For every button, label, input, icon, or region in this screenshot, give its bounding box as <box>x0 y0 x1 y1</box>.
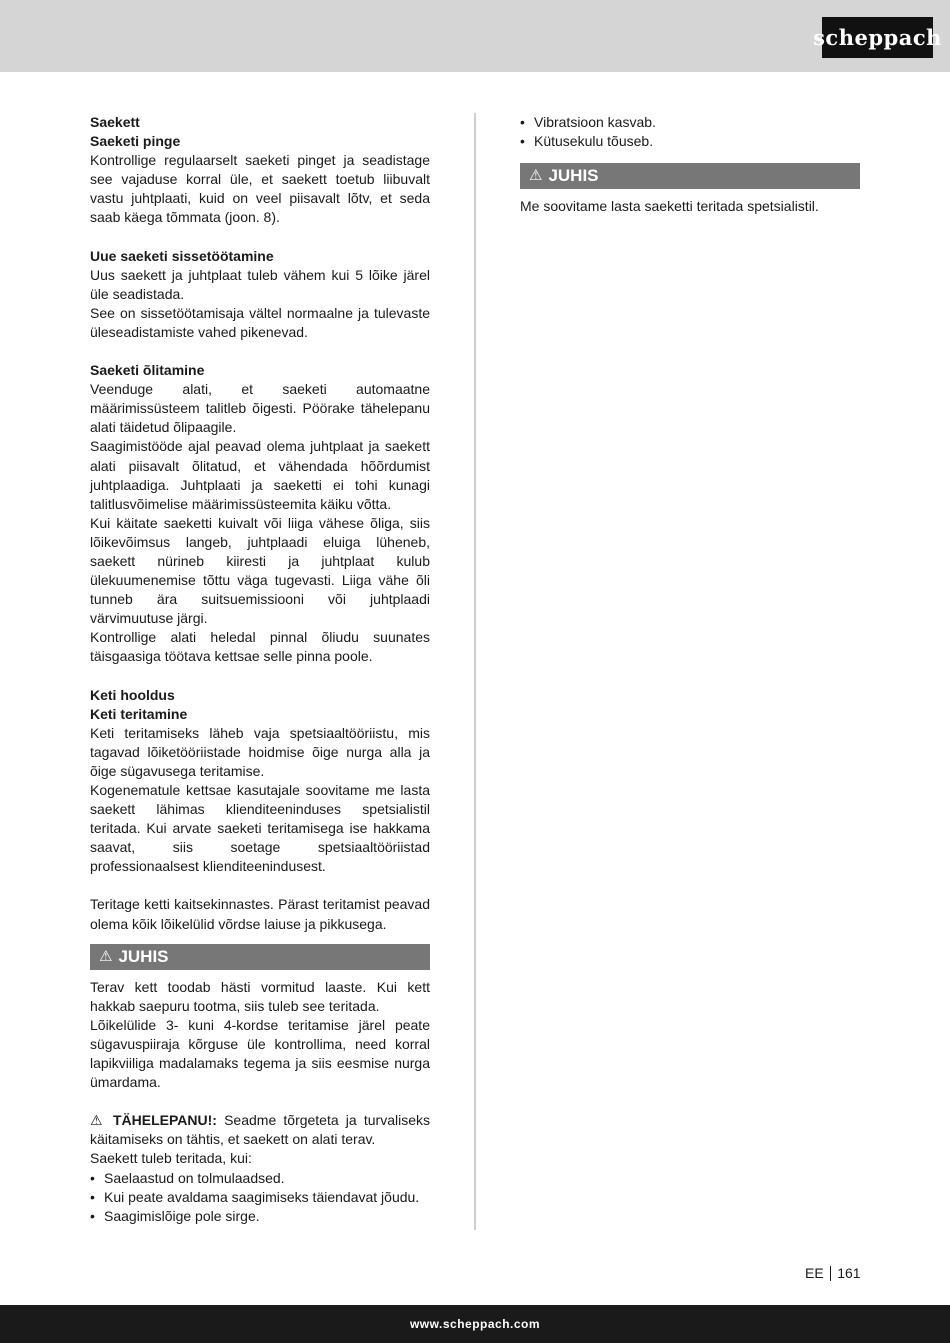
footer-url[interactable]: www.scheppach.com <box>409 1317 541 1331</box>
section-title-olitamine: Saeketi õlitamine <box>90 362 205 379</box>
warning-text: Seadme tõrgeteta ja turvaliseks käitamiseks on tähtis, et saekett on alati terav. <box>90 1112 430 1148</box>
footer-bar <box>0 1305 950 1343</box>
bullet-list <box>90 1169 430 1226</box>
note-bar-juhis <box>90 944 430 970</box>
paragraph: Terav kett toodab hästi vormitud laaste. Kui kett hakkab saepuru tootma, siis tuleb see teritada. <box>90 978 430 1014</box>
list-item: • Kütusekulu tõuseb. <box>520 132 860 151</box>
warning-label: TÄHELEPANU!: <box>112 1112 217 1129</box>
header-bar <box>0 0 950 72</box>
column-divider <box>474 113 476 1230</box>
warning-triangle-icon: ⚠ <box>99 947 113 965</box>
language-code: EE <box>805 1265 824 1281</box>
note-label: JUHIS <box>118 946 169 966</box>
list-item: • Vibratsioon kasvab. <box>520 113 860 132</box>
bullet-list <box>520 113 860 151</box>
section-subtitle-saeketi-pinge: Saeketi pinge <box>90 133 181 150</box>
warning-triangle-icon: ⚠ <box>90 1112 113 1129</box>
page-number <box>805 1265 861 1281</box>
right-column <box>520 113 860 216</box>
note-label: JUHIS <box>548 166 599 186</box>
page-number-value: 161 <box>837 1265 861 1281</box>
paragraph: Me soovitame lasta saeketti teritada spetsialistil. <box>520 198 819 215</box>
paragraph: See on sissetöötamisaja vältel normaalne ja tulevaste üleseadistamiste vahed pikenevad. <box>90 304 430 340</box>
section-title-saekett: Saekett <box>90 114 140 130</box>
list-item: • Saagimislõige pole sirge. <box>90 1207 430 1226</box>
paragraph: Veenduge alati, et saeketi automaatne määrimissüsteem talitleb õigesti. Pöörake tähelepanu alati täidetud õlipaagile. <box>90 381 430 436</box>
paragraph: Saagimistööde ajal peavad olema juhtplaat ja saekett alati piisavalt õlitatud, et vähendada hõõrdumist juhtplaadiga. Juhtplaati ja saeketti ei tohi kunagi talitlusvõimelise määrimissüsteemita käiku võtta. <box>90 438 430 512</box>
paragraph: Kui käitate saeketti kuivalt või liiga vähese õliga, siis lõikevõimsus langeb, juhtplaadi eluiga lüheneb, saekett nürineb kiiresti ja juhtplaat kulub ülekuumenemise tõttu väga tugevasti. Liiga vähe õli tunneb ära suitsuemissiooni või juhtplaadi värvimuutuse järgi. <box>90 514 430 627</box>
section-title-keti-hooldus: Keti hooldus <box>90 686 175 703</box>
paragraph: Uus saekett ja juhtplaat tuleb vähem kui 5 lõike järel üle seadistada. <box>90 266 430 302</box>
warning-triangle-icon: ⚠ <box>529 167 543 185</box>
warning-paragraph <box>90 1111 430 1149</box>
list-item: • Saelaastud on tolmulaadsed. <box>90 1169 430 1188</box>
note-bar-juhis <box>520 163 860 189</box>
paragraph: Keti teritamiseks läheb vaja spetsiaaltööriistu, mis tagavad lõiketööriistade hoidmise õige nurga alla ja õige sügavusega teritamise. <box>90 724 430 779</box>
page-number-separator <box>830 1266 832 1281</box>
paragraph: Kontrollige alati heledal pinnal õliudu suunates täisgaasiga töötava kettsae selle pinna poole. <box>90 629 430 665</box>
scheppach-logo: scheppach <box>822 17 933 58</box>
left-column <box>90 113 430 1226</box>
paragraph: Teritage ketti kaitsekinnastes. Pärast teritamist peavad olema kõik lõikelülid võrdse laiuse ja pikkusega. <box>90 896 430 932</box>
paragraph: Saekett tuleb teritada, kui: <box>90 1150 252 1167</box>
paragraph: Kogenematule kettsae kasutajale soovitame me lasta saekett lähimas klienditeeninduses spetsialistil teritada. Kui arvate saeketi teritamisega ise hakkama saavat, siis soetage spetsiaaltööriistad professionaalsest klienditeenindusest. <box>90 782 430 875</box>
paragraph: Kontrollige regulaarselt saeketi pinget ja seadistage see vajaduse korral üle, et saekett toetub liibuvalt vastu juhtplaati, kuid on veel piisavalt lõtv, et seda saab käega tõmmata (joon. 8). <box>90 152 430 226</box>
paragraph: Lõikelülide 3- kuni 4-kordse teritamise järel peate sügavuspiiraja kõrguse üle kontrollima, need korral lapikviiliga madalamaks tegema ja siis eesmise nurga ümardama. <box>90 1016 430 1091</box>
list-item: • Kui peate avaldama saagimiseks täiendavat jõudu. <box>90 1188 430 1207</box>
section-subtitle-keti-teritamine: Keti teritamine <box>90 705 188 722</box>
section-title-sissetootamine: Uue saeketi sissetöötamine <box>90 247 274 264</box>
